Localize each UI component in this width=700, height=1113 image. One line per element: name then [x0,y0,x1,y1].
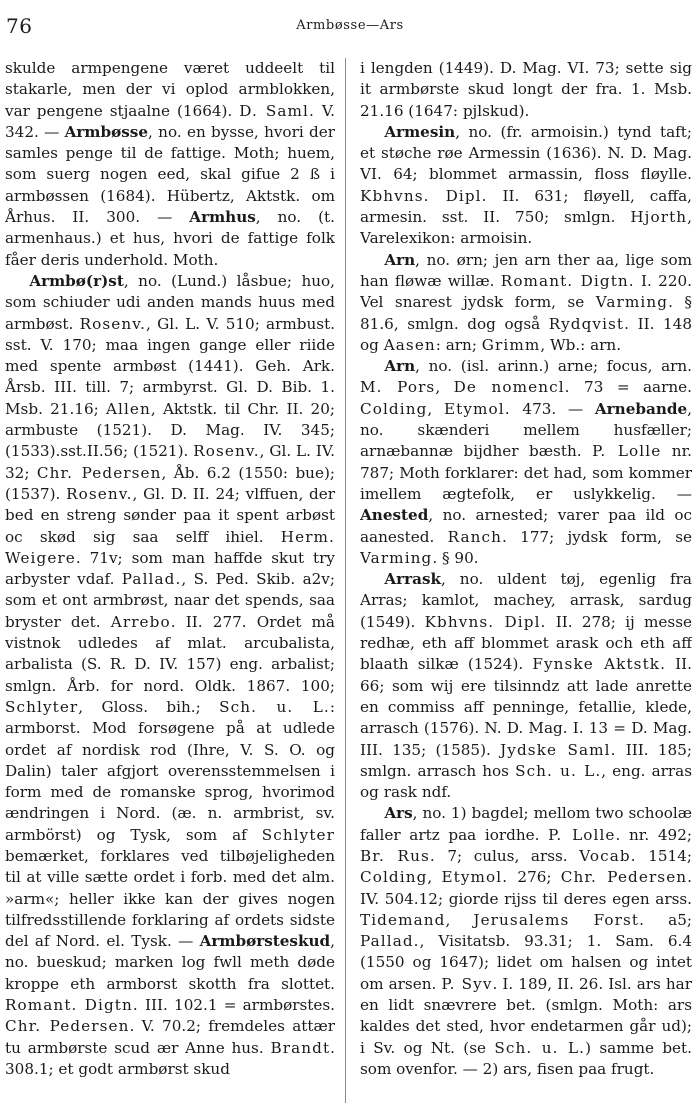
entry-text: . V. 70.2; fremdeles attær tu armbørste scud ær Anne hus. [5,1017,335,1057]
headword: Armbøsse [64,122,149,141]
entry-text: . 177; jydsk form, se [502,527,692,546]
spaced-citation: Pallad. [121,570,182,589]
dictionary-paragraph [360,58,692,122]
entry-text: , Gloss. bih.; [78,697,220,716]
entry-text: , no. bueskud; marken log fwll meth døde kroppe eth armborst skotth fra slottet. [5,932,335,993]
spaced-citation: Sch. u. L. [515,761,602,780]
dictionary-paragraph [360,803,692,1080]
entry-text: III. 102.1 = armbørstes. [138,996,335,1015]
spaced-citation: Jydske Saml. [500,740,617,759]
spaced-citation: Chr. Pedersen [36,463,162,482]
entry-text: . § 81.6, smlgn. dog også [360,293,692,333]
spaced-citation: Schlyter [5,697,79,716]
left-column [5,58,335,1108]
spaced-citation: P. Syv [441,974,493,993]
headword: Arnebande [594,399,688,418]
entry-text: , no. 1) bagdel; mellom two schoolæ faller artz paa iordhe. [360,804,692,844]
entry-text: bemærket, forklares ved tilbøjeligheden til at ville sætte ordet i forb. med det alm. »arm«; heller ikke kan der gives nogen tilfredsstillende forklaring af ordets sidste del af Nord. el. Tysk. — [5,846,335,951]
spaced-citation: Tidemand [360,910,446,929]
entry-text: , no. en bysse, hvori der samles penge til de fattige. Moth; huem, som suerg nogen eed, skal gifue 2 ß i armbøssen (1684). Hübertz, Aktstk. om Århus. II. 300. — [5,122,335,227]
spaced-citation: Schlyter [261,825,335,844]
entry-text: 276; [508,868,561,887]
entry-text: , no. ørn; jen arn ther aa, lige som han fløwæ willæ. [360,250,692,290]
spaced-citation: Arrebo [110,612,171,631]
entry-text: , no. arnested; varer paa ild oc aanested. [360,506,692,546]
entry-text: , no. skænderi mellem husfæller; arnæbannæ bijdher bæsth. [360,399,692,461]
spaced-citation: Romant. Digtn. [500,271,635,290]
entry-text: 7; culus, arss. [435,846,580,865]
spaced-citation: Chr. Pedersen [5,1017,130,1036]
headword: Ars [384,804,413,823]
spaced-citation: P. Lolle [548,825,616,844]
headword: Arrask [384,570,442,589]
entry-text: II. 631; fløyell, caffa, armesin. sst. II. 750; smlgn. [360,186,692,227]
spaced-citation: Aasen [383,335,436,354]
spaced-citation: Brandt [270,1038,331,1057]
entry-text: . II. 148 og [360,314,692,354]
entry-text: : armborst. Mod forsøgene på at udlede ordet af nordisk rod (Ihre, V. S. O. og Dalin) taler afgjort overensstemmelsen i form med de romanske sprog, hvorimod ændringen i Nord. (æ. n. armbrist, sv. armbörst) og Tysk, som af [5,697,335,844]
spaced-citation: Pallad. [360,932,420,951]
entry-text: . 71v; som man haffde skut try arbyster vdaf. [5,548,335,589]
spaced-citation: Rosenv. [66,484,133,503]
entry-text: , S. Ped. Skib. a2v; som et ont armbrøst, naar det spends, saa bryster det. [5,570,335,631]
spaced-citation: Colding [360,399,428,418]
spaced-citation: Etymol. [441,868,509,887]
entry-text: nr. 787; Moth forklarer: det had, som kommer imellem ægtefolk, er uslykkelig. — [360,442,692,503]
headword: Armbø(r)st [29,271,124,290]
dictionary-paragraph [360,250,692,356]
dictionary-paragraph [360,569,692,803]
spaced-citation: Hjorth [630,208,688,227]
spaced-citation: Rydqvist [548,314,625,333]
spaced-citation: Etymol. [443,399,511,418]
entry-text: skulde armpengene været uddeelt til stakarle, men der vi oplod armblokken, var pengene stjaalne (1664). [5,59,335,120]
entry-text: i lengden (1449). D. Mag. VI. 73; sette sig it armbørste skud longt der fra. 1. Msb. 21.16 (1647: pjlskud). [360,59,692,120]
spaced-citation: Chr. Pedersen [560,868,688,887]
spaced-citation: Kbhvns. Dipl. [424,612,547,631]
entry-text: , [427,399,444,418]
entry-text: II. 278; ij messe redhæ, eth aff blommet arask och eth aff blaath silkæ (1524). [360,612,692,674]
spaced-citation: Rosenv. [79,314,147,333]
entry-text: , Gl. L. V. 510; armbust. sst. V. 170; maa ingen gange eller riide med spente armbøst (1441). Geh. Ark. Årsb. III. till. 7; armbyrst. Gl. D. Bib. 1. Msb. 21.16; [5,314,335,418]
entry-text: , eng. arras og rask ndf. [360,761,692,802]
entry-text: I. 220. Vel snarest jydsk form, se [360,271,692,312]
headword: Armbørsteskud [199,932,331,951]
spaced-citation: D. Saml. [239,101,315,120]
spaced-citation: Br. Rus. [360,846,436,865]
spaced-citation: Sch. u. L. [219,697,330,716]
dictionary-paragraph [360,122,692,250]
entry-text: , [435,378,454,397]
headword: Arn [384,357,416,376]
entry-text: . nr. 492; [615,825,692,844]
running-head: Armbøsse—Ars [296,18,404,33]
entry-text: . IV. 504.12; giorde rijss til deres egen arss. [360,868,692,908]
entry-text: , no. uldent tøj, egenlig fra Arras; kamlot, machey, arrask, sardug (1549). [360,570,692,631]
spaced-citation: Varming [595,293,669,312]
entry-text: II. 66; som wij ere tilsinndz att lade anrette en commiss aff penninge, fetallie, klede, arrasch (1576). N. D. Mag. I. 13 = D. Mag. III. 135; (1585). [360,655,692,759]
entry-text: , no. (fr. armoisin.) tynd taft; et støche røe Armessin (1636). N. D. Mag. VI. 64; blommet armassin, floss fløylle. [360,122,692,184]
spaced-citation: Sch. u. L. [494,1038,586,1057]
spaced-citation: Vocab. [579,846,637,865]
dictionary-paragraph [5,271,335,1080]
entry-text: , Aktstk. til Chr. II. 20; armbuste (1521). D. Mag. IV. 345; (1533).sst.II.56; (1521). [5,399,335,461]
entry-text: 1514; [636,846,692,865]
column-divider [345,58,346,1103]
spaced-citation: Ranch [447,527,502,546]
spaced-citation: Herm. Weigere [5,527,335,567]
headword: Anested [360,506,429,525]
right-column [360,58,692,1108]
headword: Armesin [384,122,456,141]
dictionary-paragraph [360,356,692,569]
entry-text: 73 = aarne. [570,378,692,397]
spaced-citation: Varming [360,548,433,567]
spaced-citation: Romant. Digtn. [5,996,139,1015]
spaced-citation: Fynske Aktstk. [532,655,667,674]
spaced-citation: M. Pors [360,378,436,397]
page-number: 76 [6,14,33,38]
page-header [0,0,700,40]
entry-text: , [427,868,442,887]
entry-text: . I. 189, II. 26. Isl. ars har en lidt snævrere bet. (smlgn. Moth: ars kaldes det sted, hvor endetarmen går ud); i Sv. og Nt. (se [360,974,692,1057]
spaced-citation: P. Lolle [592,442,662,461]
headword: Armhus [189,208,256,227]
spaced-citation: Allen [105,399,151,418]
entry-text: , Varelexikon: armoisin. [360,208,692,248]
entry-text: a5; [645,910,692,929]
spaced-citation: Grimm [481,335,541,354]
spaced-citation: Rosenv. [193,442,260,461]
entry-text: ) samme bet. som ovenfor. — 2) ars, fisen paa frugt. [360,1038,692,1078]
entry-text: . II. 277. Ordet må vistnok udledes af mlat. arcubalista, arbalista (S. R. D. IV. 157) eng. arbalist; smlgn. Årb. for nord. Oldk. 1867. 100; [5,612,335,695]
spaced-citation: Jerusalems Forst. [473,910,646,929]
entry-text: V. 342. — [5,101,335,141]
entry-text: , Gl. L. IV. 32; [5,442,335,482]
spaced-citation: Colding [360,868,428,887]
entry-text: . 308.1; et godt armbørst skud [5,1038,335,1078]
headword: Arn [384,250,416,269]
entry-text: . § 90. [432,548,479,567]
entry-text: , [445,910,474,929]
dictionary-paragraph [5,58,335,271]
entry-text: : arn; [435,335,482,354]
entry-text: , Wb.: arn. [540,335,622,354]
spaced-citation: De nomencl. [453,378,571,397]
entry-text: 473. — [510,399,595,418]
spaced-citation: Kbhvns. Dipl. [360,186,488,205]
entry-text: , no. (isl. arinn.) arne; focus, arn. [415,357,692,376]
entry-text: , no. (Lund.) låsbue; huo, som schiuder udi anden mands huus med armbøst. [5,271,335,333]
entry-text: III. 185; smlgn. arrasch hos [360,740,692,780]
entry-text: , Gl. D. II. 24; vlffuen, der bed en streng sønder paa it spent arbøst oc skød sig saa selff ihiel. [5,484,335,546]
entry-text: , Åb. 6.2 (1550: bue); (1537). [5,463,335,503]
entry-text: , Visitatsb. 93.31; 1. Sam. 6.4 (1550 og 1647); lidet om halsen og intet om arsen. [360,932,692,993]
entry-text: , no. (t. armenhaus.) et hus, hvori de fattige folk fåer deris underhold. Moth. [5,208,335,269]
